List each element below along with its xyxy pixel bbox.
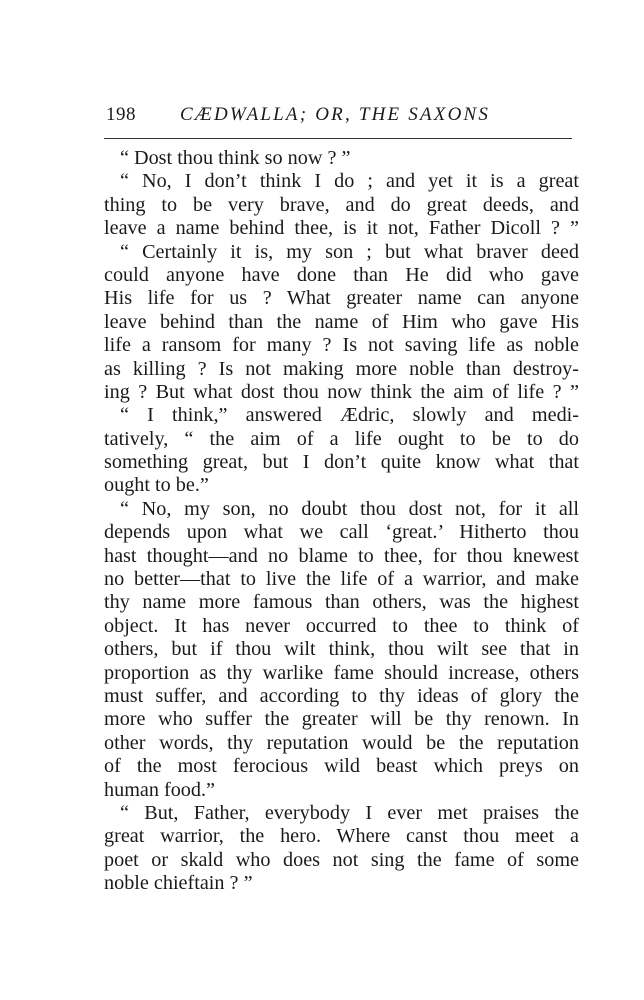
text-line: hast thought—and no blame to thee, for thou knewest [104, 544, 579, 567]
text-line: noble chieftain ? ” [104, 872, 253, 895]
text-line: leave behind than the name of Him who gave His [104, 310, 579, 333]
text-line: “ Certainly it is, my son ; but what braver deed [120, 240, 579, 263]
text-line: no better—that to live the life of a warrior, and make [104, 568, 579, 591]
page-number: 198 [106, 104, 136, 125]
text-line: of the most ferocious wild beast which preys on [104, 755, 579, 778]
text-line: His life for us ? What greater name can anyone [104, 287, 579, 310]
text-line: as killing ? Is not making more noble than destroy- [104, 357, 579, 380]
text-line: ing ? But what dost thou now think the aim of life ? ” [104, 380, 579, 403]
text-line: “ No, I don’t think I do ; and yet it is a great [120, 170, 579, 193]
text-line: “ I think,” answered Ædric, slowly and medi- [120, 404, 579, 427]
text-line: “ But, Father, everybody I ever met praises the [120, 801, 579, 824]
text-line: leave a name behind thee, is it not, Father Dicoll ? ” [104, 217, 579, 240]
text-line: depends upon what we call ‘great.’ Hitherto thou [104, 521, 579, 544]
text-line: must suffer, and according to thy ideas of glory the [104, 684, 579, 707]
text-line: poet or skald who does not sing the fame of some [104, 848, 579, 871]
running-title: CÆDWALLA; OR, THE SAXONS [180, 104, 491, 125]
body-text [104, 147, 579, 896]
header-rule [104, 138, 572, 139]
text-line: “ Dost thou think so now ? ” [120, 147, 351, 169]
text-line: object. It has never occurred to thee to think of [104, 614, 579, 637]
text-line: proportion as thy warlike fame should increase, others [104, 661, 579, 684]
text-line: more who suffer the greater will be thy renown. In [104, 708, 579, 731]
text-line: other words, thy reputation would be the reputation [104, 731, 579, 754]
text-line: “ No, my son, no doubt thou dost not, for it all [120, 497, 579, 520]
text-line: thing to be very brave, and do great deeds, and [104, 193, 579, 216]
text-line: great warrior, the hero. Where canst thou meet a [104, 825, 579, 848]
text-line: others, but if thou wilt think, thou wilt see that in [104, 638, 579, 661]
text-line: life a ransom for many ? Is not saving life as noble [104, 334, 579, 357]
page-header [106, 104, 572, 132]
text-line: tatively, “ the aim of a life ought to be to do [104, 427, 579, 450]
text-line: could anyone have done than He did who gave [104, 263, 579, 286]
text-line: ought to be.” [104, 474, 209, 497]
text-line: human food.” [104, 778, 216, 801]
text-line: something great, but I don’t quite know what that [104, 451, 579, 474]
text-line: thy name more famous than others, was the highest [104, 591, 579, 614]
